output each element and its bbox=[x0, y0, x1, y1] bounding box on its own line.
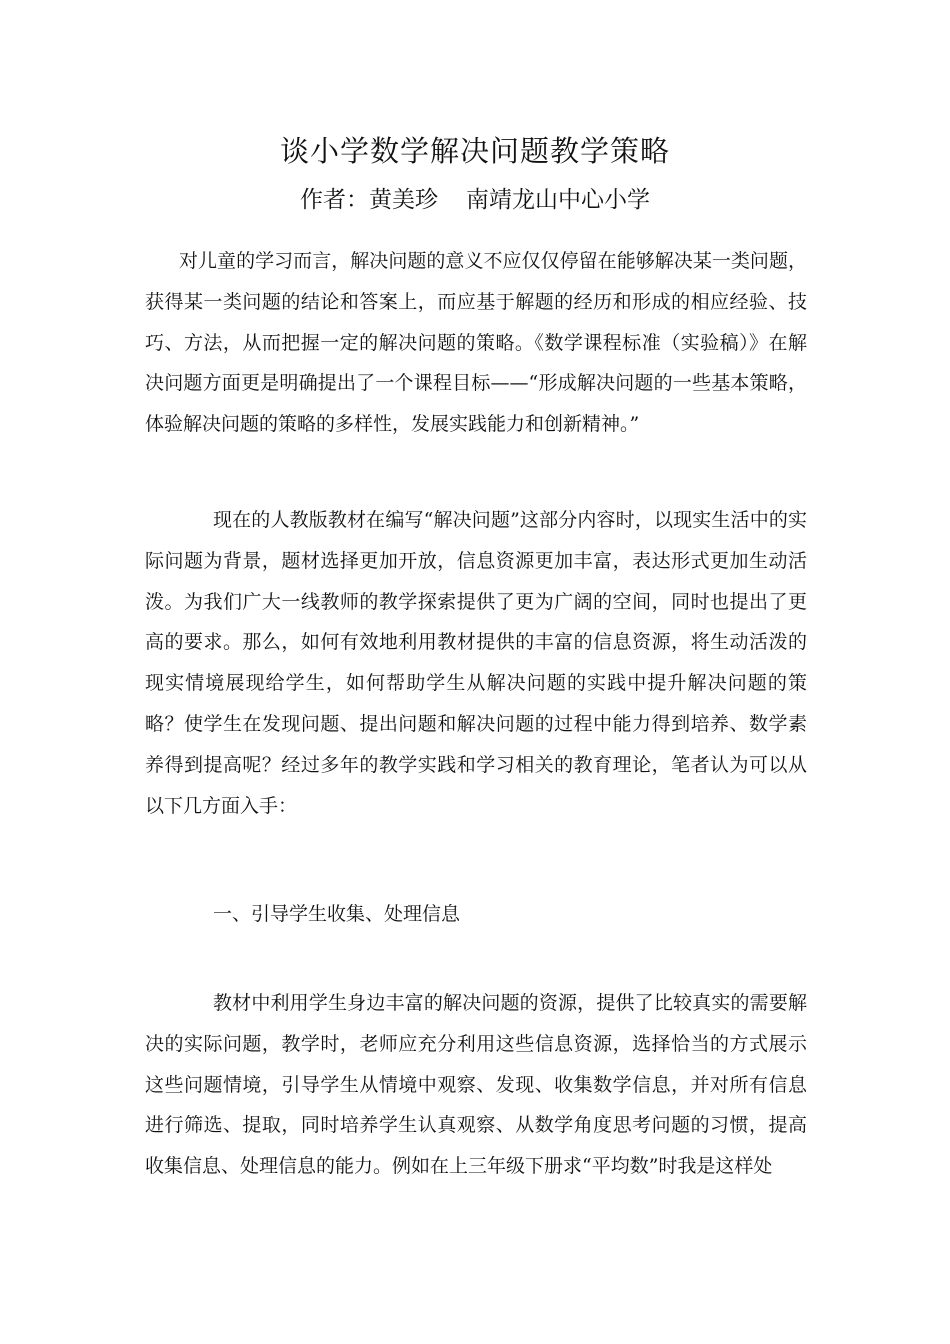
context-paragraph: 现在的人教版教材在编写“解决问题”这部分内容时，以现实生活中的实际问题为背景，题材选择更加开放，信息资源更加丰富，表达形式更加生动活泼。为我们广大一线教师的教学探索提供了更为广阔的空间，同时也提出了更高的要求。那么，如何有效地利用教材提供的丰富的信息资源，将生动活泼的现实情境展现给学生，如何帮助学生从解决问题的实践中提升解决问题的策略？使学生在发现问题、提出问题和解决问题的过程中能力得到培养、数学素养得到提高呢？经过多年的教学实践和学习相关的教育理论，笔者认为可以从以下几方面入手： bbox=[145, 509, 807, 817]
author-byline bbox=[0, 184, 950, 216]
author-name: 作者：黄美珍 bbox=[300, 187, 438, 213]
section-heading: 一、引导学生收集、处理信息 bbox=[213, 903, 461, 925]
document-title: 谈小学数学解决问题教学策略 bbox=[279, 134, 670, 168]
intro-paragraph: 对儿童的学习而言，解决问题的意义不应仅仅停留在能够解决某一类问题，获得某一类问题的结论和答案上，而应基于解题的经历和形成的相应经验、技巧、方法，从而把握一定的解决问题的策略。《数学课程标准（实验稿）》在解决问题方面更是明确提出了一个课程目标——“形成解决问题的一些基本策略，体验解决问题的策略的多样性，发展实践能力和创新精神。” bbox=[145, 250, 807, 436]
section-paragraph: 教材中利用学生身边丰富的解决问题的资源，提供了比较真实的需要解决的实际问题，教学时，老师应充分利用这些信息资源，选择恰当的方式展示这些问题情境，引导学生从情境中观察、发现、收集数学信息，并对所有信息进行筛选、提取，同时培养学生认真观察、从数学角度思考问题的习惯，提高收集信息、处理信息的能力。例如在上三年级下册求“平均数”时我是这样处 bbox=[145, 992, 807, 1178]
author-school: 南靖龙山中心小学 bbox=[466, 187, 650, 213]
